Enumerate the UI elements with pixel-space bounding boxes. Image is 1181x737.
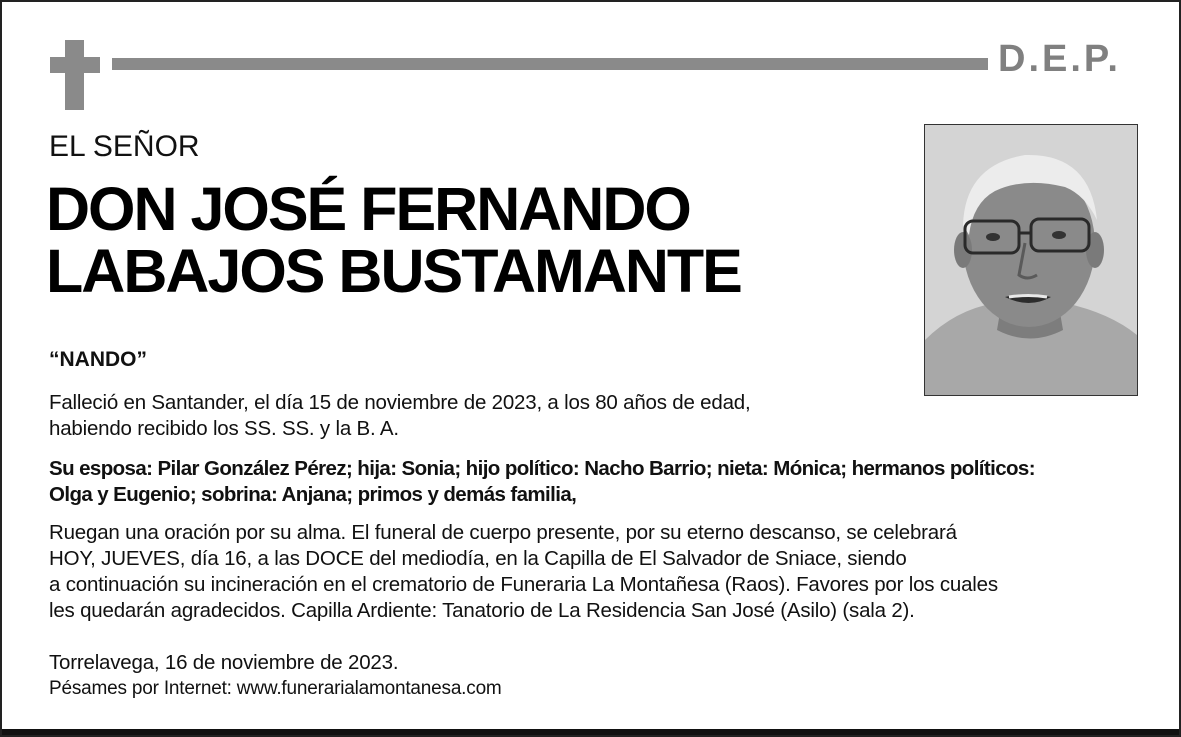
cross-icon <box>65 40 84 110</box>
death-notice-line-1: Falleció en Santander, el día 15 de noviembre de 2023, a los 80 años de edad, <box>49 391 751 414</box>
funeral-line-2: HOY, JUEVES, día 16, a las DOCE del mediodía, en la Capilla de El Salvador de Sniace, siendo <box>49 547 907 570</box>
honorific: EL SEÑOR <box>49 130 200 163</box>
header-rule <box>112 58 988 70</box>
death-notice <box>49 390 750 442</box>
cross-icon-bar <box>50 57 100 73</box>
deceased-name <box>46 175 741 305</box>
funeral-line-1: Ruegan una oración por su alma. El funeral de cuerpo presente, por su eterno descanso, se celebrará <box>49 521 957 544</box>
family-line-1: Su esposa: Pilar González Pérez; hija: Sonia; hijo político: Nacho Barrio; nieta: Mónica; hermanos políticos: <box>49 457 1035 480</box>
condolences-link[interactable]: Pésames por Internet: www.funerarialamontanesa.com <box>49 678 502 699</box>
name-line-2: LABAJOS BUSTAMANTE <box>46 237 741 305</box>
portrait-photo <box>924 124 1138 396</box>
footer <box>49 650 502 702</box>
family-line-2: Olga y Eugenio; sobrina: Anjana; primos y demás familia, <box>49 483 577 506</box>
name-line-1: DON JOSÉ FERNANDO <box>46 175 690 243</box>
nickname: “NANDO” <box>49 348 147 371</box>
portrait-image <box>925 125 1137 395</box>
funeral-details <box>49 520 998 624</box>
family-list <box>49 456 1035 508</box>
funeral-line-3: a continuación su incineración en el crematorio de Funeraria La Montañesa (Raos). Favores por los cuales <box>49 573 998 596</box>
dep-label: D.E.P. <box>998 38 1121 80</box>
place-date: Torrelavega, 16 de noviembre de 2023. <box>49 651 399 674</box>
funeral-line-4: les quedarán agradecidos. Capilla Ardiente: Tanatorio de La Residencia San José (Asilo) (sala 2). <box>49 599 915 622</box>
bottom-border <box>2 729 1179 735</box>
death-notice-line-2: habiendo recibido los SS. SS. y la B. A. <box>49 417 399 440</box>
